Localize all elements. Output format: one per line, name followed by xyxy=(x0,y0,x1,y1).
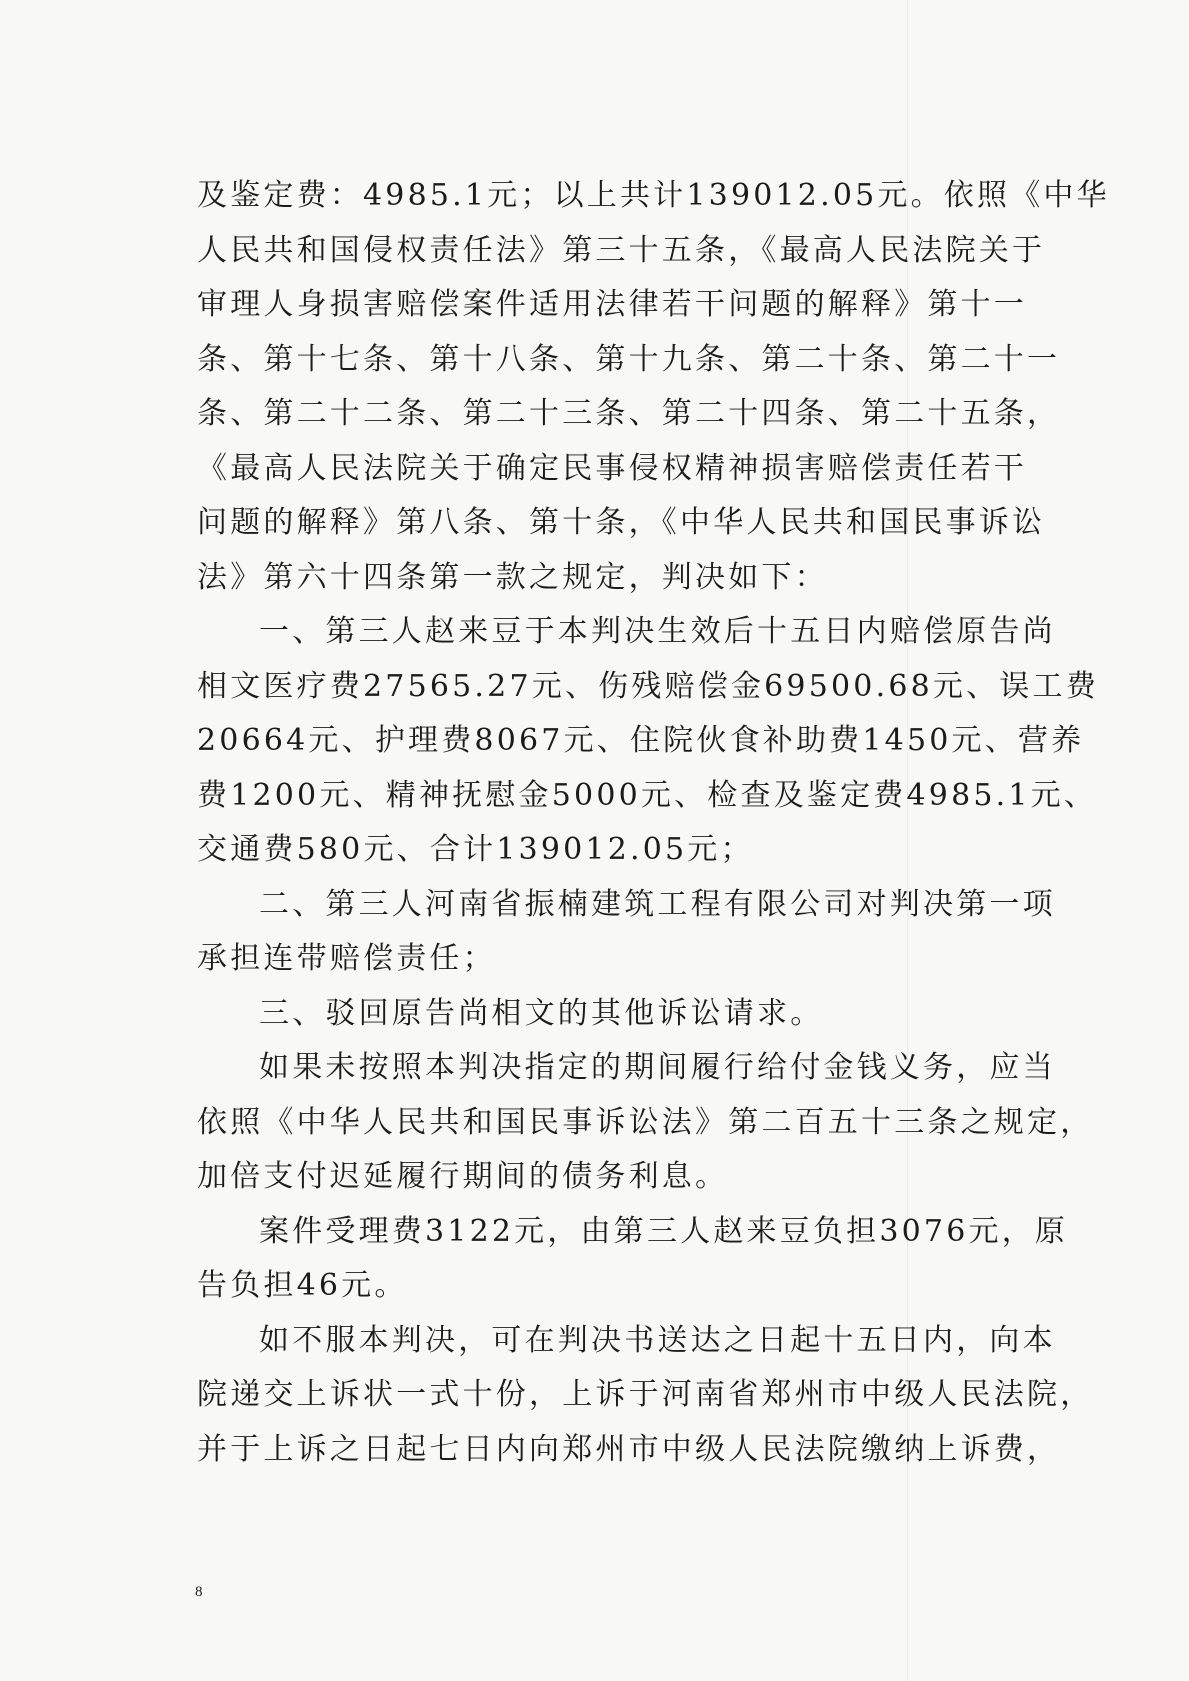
text-line: 案件受理费3122元，由第三人赵来豆负担3076元，原 xyxy=(259,1214,1069,1249)
page-number: 8 xyxy=(195,1584,203,1600)
text-line: 一、第三人赵来豆于本判决生效后十五日内赔偿原告尚 xyxy=(259,614,1056,649)
text-line: 如不服本判决，可在判决书送达之日起十五日内，向本 xyxy=(259,1323,1056,1358)
text-line: 条、第二十二条、第二十三条、第二十四条、第二十五条， xyxy=(197,396,1061,431)
text-line: 院递交上诉状一式十份，上诉于河南省郑州市中级人民法院， xyxy=(197,1377,1094,1412)
text-line: 相文医疗费27565.27元、伤残赔偿金69500.68元、误工费 xyxy=(197,669,1099,704)
text-line: 法》第六十四条第一款之规定，判决如下： xyxy=(197,560,828,595)
text-line: 并于上诉之日起七日内向郑州市中级人民法院缴纳上诉费， xyxy=(197,1432,1061,1467)
text-line: 《最高人民法院关于确定民事侵权精神损害赔偿责任若干 xyxy=(197,451,1027,486)
text-line: 问题的解释》第八条、第十条，《中华人民共和国民事诉讼 xyxy=(197,505,1046,540)
text-line: 及鉴定费：4985.1元；以上共计139012.05元。依照《中华 xyxy=(197,178,1110,213)
text-line: 如果未按照本判决指定的期间履行给付金钱义务，应当 xyxy=(259,1050,1056,1085)
text-line: 承担连带赔偿责任； xyxy=(197,941,496,976)
text-line: 加倍支付迟延履行期间的债务利息。 xyxy=(197,1159,729,1194)
text-line: 二、第三人河南省振楠建筑工程有限公司对判决第一项 xyxy=(259,887,1056,922)
text-line: 20664元、护理费8067元、住院伙食补助费1450元、营养 xyxy=(197,723,1085,758)
text-line: 依照《中华人民共和国民事诉讼法》第二百五十三条之规定， xyxy=(197,1105,1094,1140)
text-line: 交通费580元、合计139012.05元； xyxy=(197,832,754,867)
text-line: 三、驳回原告尚相文的其他诉讼请求。 xyxy=(259,996,824,1031)
text-line: 费1200元、精神抚慰金5000元、检查及鉴定费4985.1元、 xyxy=(197,778,1098,813)
text-line: 条、第十七条、第十八条、第十九条、第二十条、第二十一 xyxy=(197,342,1061,377)
text-line: 人民共和国侵权责任法》第三十五条，《最高人民法院关于 xyxy=(197,233,1046,268)
text-line: 审理人身损害赔偿案件适用法律若干问题的解释》第十一 xyxy=(197,287,1027,322)
text-line: 告负担46元。 xyxy=(197,1268,408,1303)
